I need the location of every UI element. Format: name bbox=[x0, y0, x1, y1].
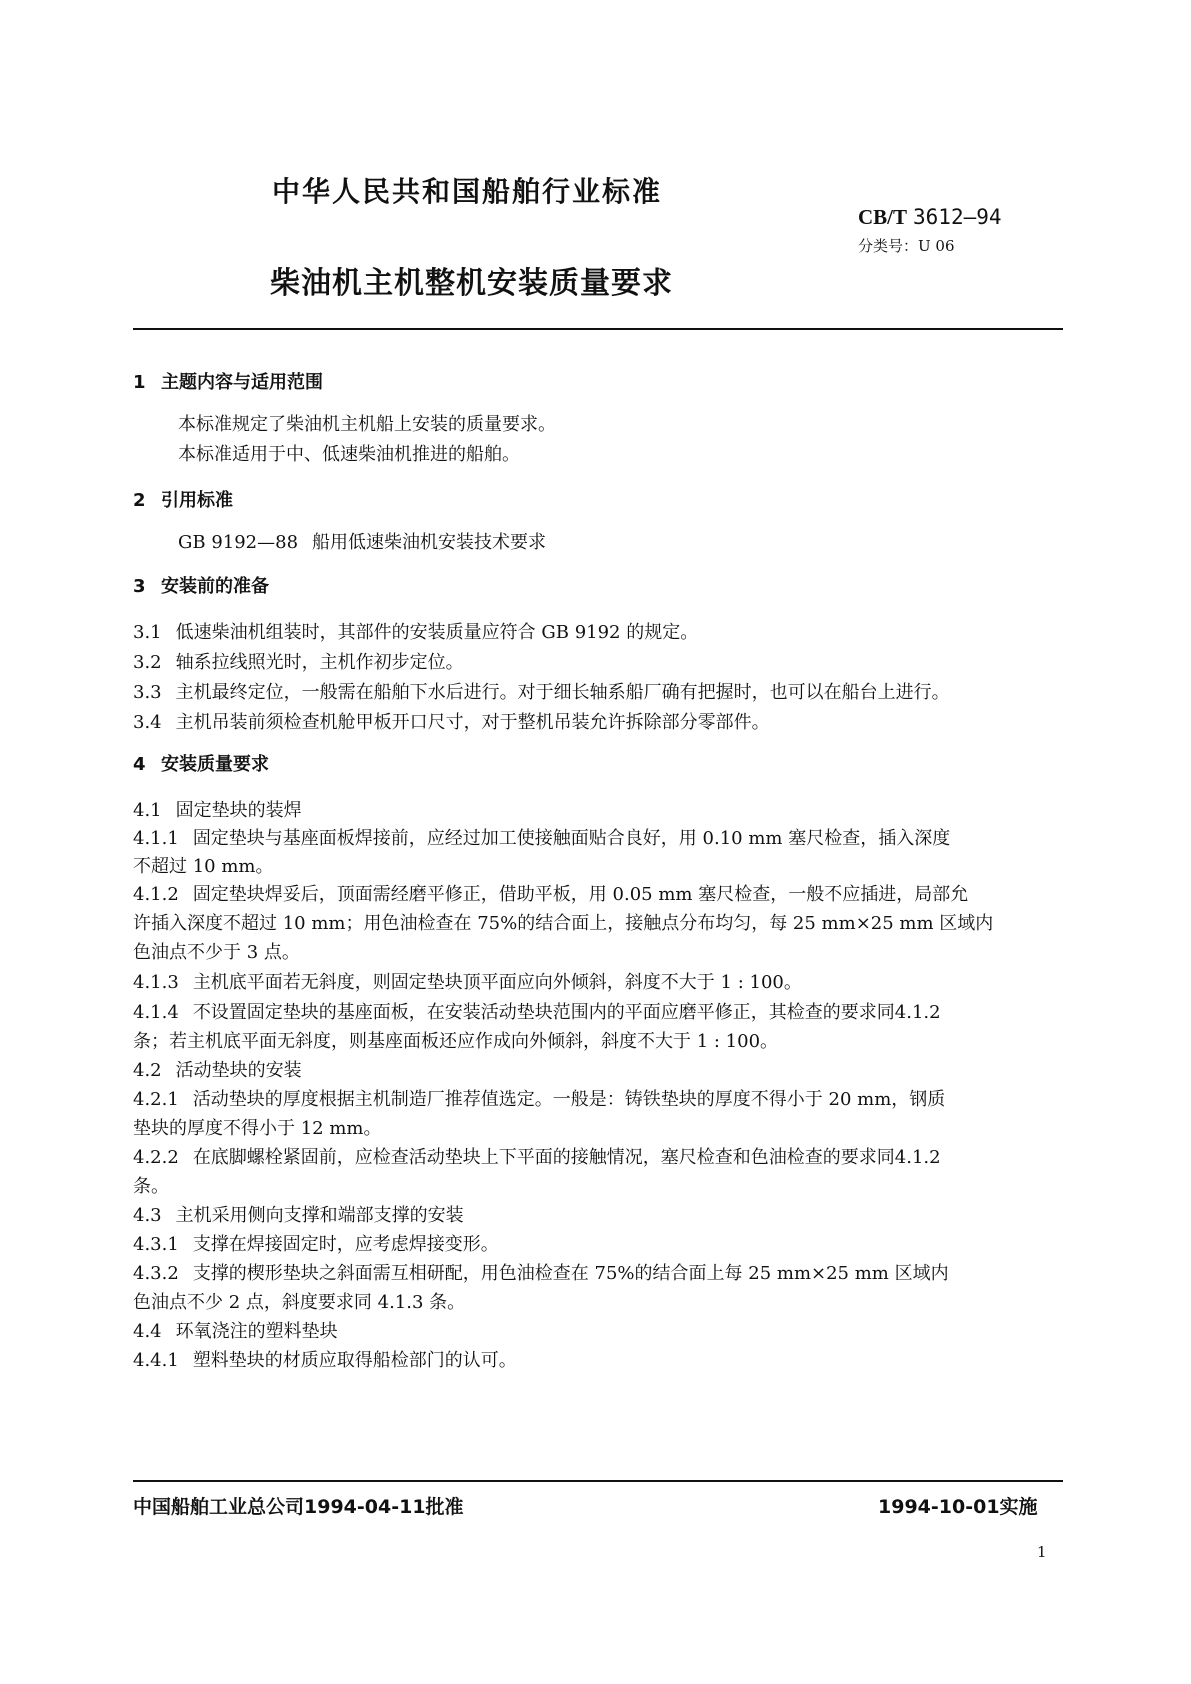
classification-code: 分类号：U 06 bbox=[858, 237, 955, 255]
clause-text: 塑料垫块的材质应取得船检部门的认可。 bbox=[192, 1350, 517, 1371]
clause-4-1-4 bbox=[133, 998, 941, 1024]
standard-number bbox=[858, 205, 1002, 230]
footer-divider bbox=[133, 1480, 1063, 1482]
clause-number: 4.4 bbox=[133, 1321, 162, 1342]
standard-prefix: CB/T bbox=[858, 205, 908, 229]
clause-number: 4.3.2 bbox=[133, 1263, 179, 1284]
clause-number: 4.3 bbox=[133, 1205, 162, 1226]
clause-continuation: 色油点不少 2 点，斜度要求同 4.1.3 条。 bbox=[133, 1292, 466, 1313]
section-number: 4 bbox=[133, 754, 146, 775]
clause-continuation: 许插入深度不超过 10 mm；用色油检查在 75%的结合面上，接触点分布均匀，每 25 mm×25 mm 区域内 bbox=[133, 913, 994, 934]
section-number: 2 bbox=[133, 490, 146, 511]
header-divider bbox=[133, 328, 1063, 330]
clause-continuation: 不超过 10 mm。 bbox=[133, 856, 274, 877]
subsection-4-2 bbox=[133, 1056, 302, 1082]
effective-date: 1994-10-01实施 bbox=[878, 1496, 1038, 1518]
org-title: 中华人民共和国船舶行业标准 bbox=[272, 175, 663, 208]
clause-number: 4.2.1 bbox=[133, 1089, 179, 1110]
clause-text: 在底脚螺栓紧固前，应检查活动垫块上下平面的接触情况，塞尺检查和色油检查的要求同4.1.2 bbox=[192, 1147, 941, 1168]
page-number: 1 bbox=[1037, 1543, 1047, 1561]
clause-number: 4.1.2 bbox=[133, 884, 179, 905]
clause-number: 3.2 bbox=[133, 652, 162, 673]
subsection-4-1 bbox=[133, 796, 302, 822]
section-title: 引用标准 bbox=[161, 490, 233, 511]
approval-statement: 中国船舶工业总公司1994-04-11批准 bbox=[133, 1496, 464, 1518]
reference-item bbox=[178, 528, 546, 554]
clause-4-1-3 bbox=[133, 968, 802, 994]
subsection-4-4 bbox=[133, 1317, 338, 1343]
clause-number: 4.1 bbox=[133, 800, 162, 821]
clause-4-2-1 bbox=[133, 1085, 945, 1111]
clause-text: 支撑的楔形垫块之斜面需互相研配，用色油检查在 75%的结合面上每 25 mm×25 mm 区域内 bbox=[192, 1263, 949, 1284]
clause-number: 4.1.4 bbox=[133, 1002, 179, 1023]
clause-number: 3.3 bbox=[133, 682, 162, 703]
clause-number: 4.1.1 bbox=[133, 828, 179, 849]
clause-number: 4.1.3 bbox=[133, 972, 179, 993]
clause-continuation: 条。 bbox=[133, 1176, 169, 1197]
clause-4-4-1 bbox=[133, 1346, 517, 1372]
clause-text: 活动垫块的厚度根据主机制造厂推荐值选定。一般是：铸铁垫块的厚度不得小于 20 mm，钢质 bbox=[192, 1089, 946, 1110]
clause-4-3-1 bbox=[133, 1230, 499, 1256]
clause-text: 主机采用侧向支撑和端部支撑的安装 bbox=[175, 1205, 464, 1226]
clause-number: 4.2.2 bbox=[133, 1147, 179, 1168]
clause-3-4 bbox=[133, 708, 770, 734]
clause-text: 主机最终定位，一般需在船舶下水后进行。对于细长轴系船厂确有把握时，也可以在船台上进行。 bbox=[175, 682, 950, 703]
document-title: 柴油机主机整机安装质量要求 bbox=[270, 266, 673, 301]
clause-text: 主机吊装前须检查机舱甲板开口尺寸，对于整机吊装允许拆除部分零部件。 bbox=[175, 712, 770, 733]
clause-3-3 bbox=[133, 678, 950, 704]
clause-number: 3.1 bbox=[133, 622, 162, 643]
clause-text: 主机底平面若无斜度，则固定垫块顶平面应向外倾斜，斜度不大于 1 : 100。 bbox=[192, 972, 802, 993]
clause-text: 低速柴油机组装时，其部件的安装质量应符合 GB 9192 的规定。 bbox=[175, 622, 699, 643]
section-number: 1 bbox=[133, 372, 146, 393]
clause-3-2 bbox=[133, 648, 464, 674]
clause-text: 环氧浇注的塑料垫块 bbox=[175, 1321, 338, 1342]
section-title: 安装质量要求 bbox=[161, 754, 269, 775]
clause-continuation: 垫块的厚度不得小于 12 mm。 bbox=[133, 1118, 382, 1139]
clause-number: 4.3.1 bbox=[133, 1234, 179, 1255]
clause-number: 4.2 bbox=[133, 1060, 162, 1081]
clause-text: 不设置固定垫块的基座面板，在安装活动垫块范围内的平面应磨平修正，其检查的要求同4.1.2 bbox=[192, 1002, 941, 1023]
clause-number: 3.4 bbox=[133, 712, 162, 733]
section-3-heading bbox=[133, 572, 269, 598]
section-4-heading bbox=[133, 750, 269, 776]
clause-continuation: 条；若主机底平面无斜度，则基座面板还应作成向外倾斜，斜度不大于 1 : 100。 bbox=[133, 1031, 779, 1052]
clause-3-1 bbox=[133, 618, 698, 644]
clause-4-3-2 bbox=[133, 1259, 949, 1285]
clause-text: 固定垫块的装焊 bbox=[175, 800, 302, 821]
clause-number: 4.4.1 bbox=[133, 1350, 179, 1371]
clause-4-2-2 bbox=[133, 1143, 941, 1169]
reference-code: GB 9192—88 bbox=[178, 532, 299, 553]
paragraph: 本标准适用于中、低速柴油机推进的船舶。 bbox=[178, 444, 520, 465]
clause-text: 轴系拉线照光时，主机作初步定位。 bbox=[175, 652, 464, 673]
clause-continuation: 色油点不少于 3 点。 bbox=[133, 942, 300, 963]
section-2-heading bbox=[133, 486, 233, 512]
standard-code: 3612—94 bbox=[913, 205, 1002, 229]
clause-4-1-1 bbox=[133, 824, 950, 850]
section-number: 3 bbox=[133, 576, 146, 597]
clause-text: 固定垫块与基座面板焊接前，应经过加工使接触面贴合良好，用 0.10 mm 塞尺检查，插入深度 bbox=[192, 828, 951, 849]
section-title: 安装前的准备 bbox=[161, 576, 269, 597]
clause-text: 活动垫块的安装 bbox=[175, 1060, 302, 1081]
reference-title: 船用低速柴油机安装技术要求 bbox=[312, 532, 547, 553]
clause-4-1-2 bbox=[133, 880, 968, 906]
section-1-heading bbox=[133, 368, 323, 394]
clause-text: 固定垫块焊妥后，顶面需经磨平修正，借助平板，用 0.05 mm 塞尺检查，一般不应插进，局部允 bbox=[192, 884, 969, 905]
clause-text: 支撑在焊接固定时，应考虑焊接变形。 bbox=[192, 1234, 499, 1255]
paragraph: 本标准规定了柴油机主机船上安装的质量要求。 bbox=[178, 414, 556, 435]
section-title: 主题内容与适用范围 bbox=[161, 372, 323, 393]
subsection-4-3 bbox=[133, 1201, 464, 1227]
